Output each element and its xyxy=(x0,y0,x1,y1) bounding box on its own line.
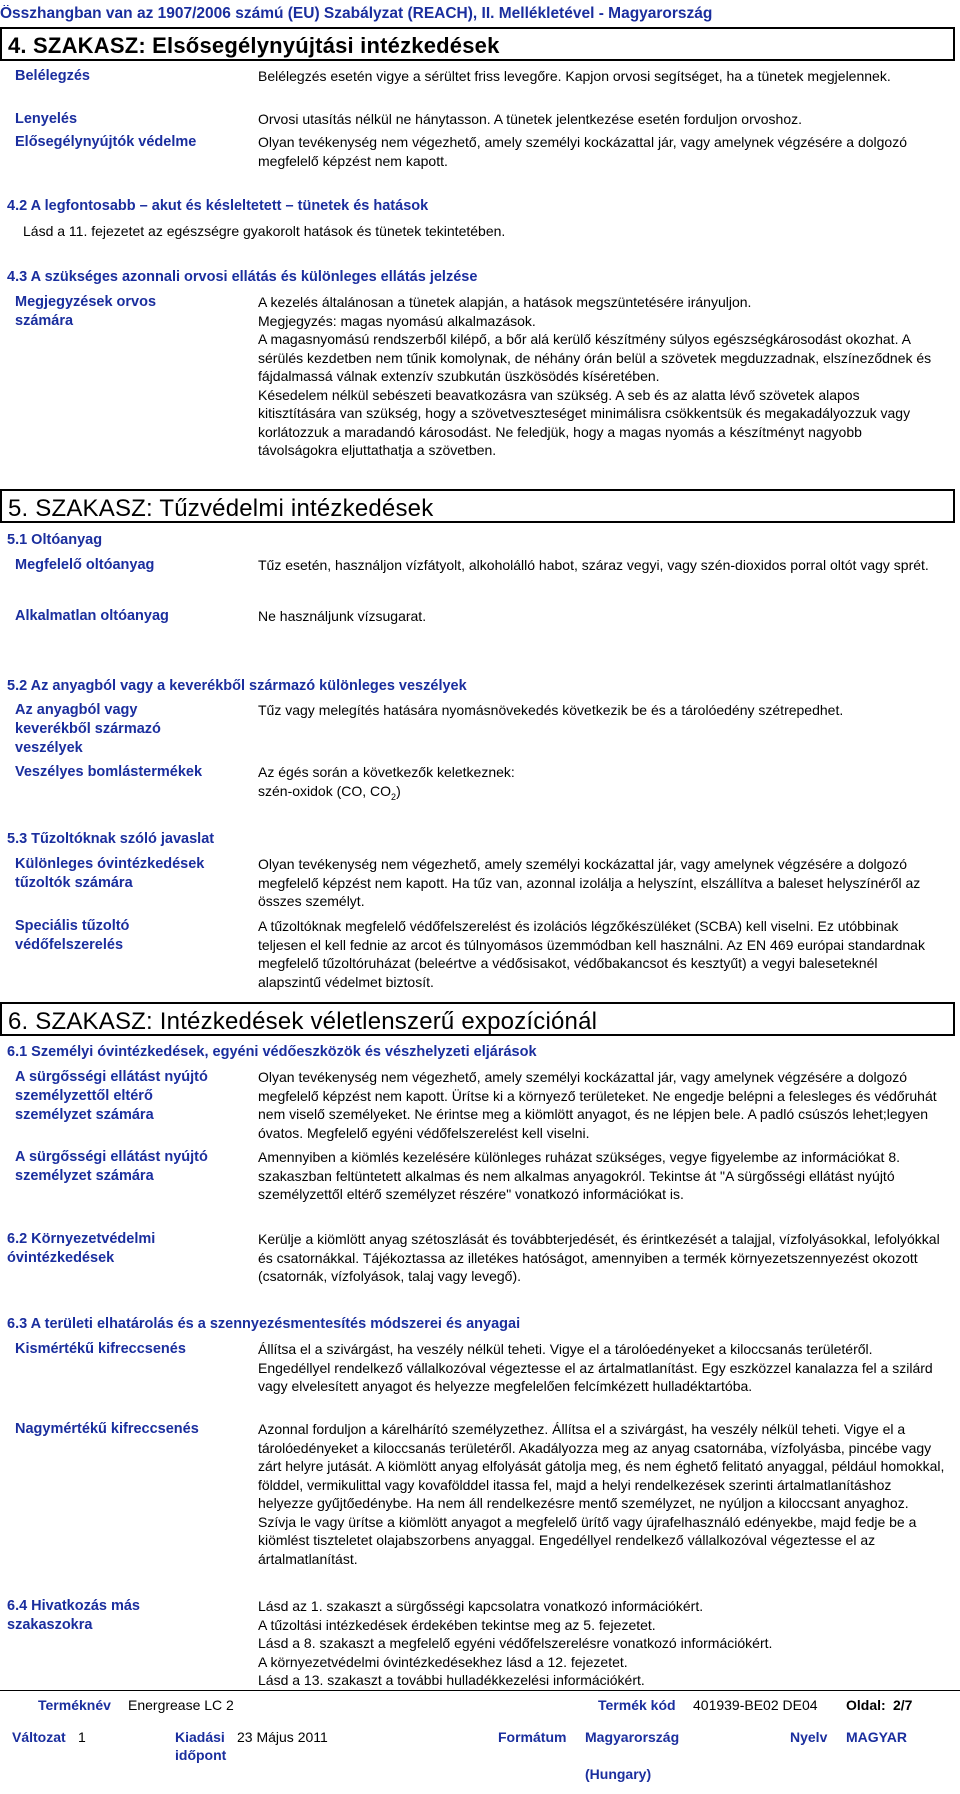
reference-line: Lásd a 13. szakaszt a további hulladékkezelési információkért. xyxy=(258,1672,645,1688)
version-label: Változat xyxy=(12,1729,66,1745)
environmental-precautions-text: Kerülje a kiömlött anyag szétoszlását és továbbterjedését, és érintkezését a talajjal, vízfolyásokkal, lefolyókkal és csatornákkal. Tájékoztassa az illetékes hatóságot, amennyiben a termék környezetszennyezést okozott (csatornák, vízfolyások, talaj vagy levegő). xyxy=(258,1231,940,1284)
issue-date-label-2: időpont xyxy=(175,1747,227,1763)
issue-date-label-1: Kiadási xyxy=(175,1729,225,1745)
environmental-precautions-label: 6.2 Környezetvédelmi óvintézkedések xyxy=(7,1231,156,1266)
decomposition-end: ) xyxy=(396,782,401,799)
references-label: 6.4 Hivatkozás más szakaszokra xyxy=(7,1598,140,1633)
unsuitable-media-label: Alkalmatlan oltóanyag xyxy=(15,608,169,624)
reference-line: A környezetvédelmi óvintézkedésekhez lásd a 12. fejezetet. xyxy=(258,1653,628,1670)
issue-date-value: 23 Május 2011 xyxy=(237,1729,328,1745)
section-6-title xyxy=(0,1002,955,1036)
decomposition-label: Veszélyes bomlástermékek xyxy=(15,764,203,780)
emergency-responders-text: Amennyiben a kiömlés kezelésére különleges ruházat szükséges, vegye figyelembe az információkat 8. szakaszban feltüntetett alkalmas és nem alkalmas anyagokról. Tekintse át "A sürgősségi ellátást nyújtó személyzettől eltérő személyzet részére" vonatkozó információkat is. xyxy=(258,1149,901,1202)
language-label: Nyelv xyxy=(790,1729,828,1745)
emergency-responders-label: A sürgősségi ellátást nyújtó személyzet számára xyxy=(15,1149,208,1184)
page-label: Oldal: xyxy=(846,1697,886,1713)
section-4-2-text: Lásd a 11. fejezetet az egészségre gyakorolt hatások és tünetek tekintetében. xyxy=(23,223,506,239)
decomposition-text xyxy=(258,763,938,806)
unsuitable-media-text: Ne használjunk vízsugarat. xyxy=(258,608,427,624)
section-5-heading: 5. SZAKASZ: Tűzvédelmi intézkedések xyxy=(8,495,434,522)
reference-line: A tűzoltási intézkedések érdekében tekintse meg az 5. fejezetet. xyxy=(258,1616,656,1633)
format-value-1: Magyarország xyxy=(585,1729,680,1745)
references-text xyxy=(258,1597,948,1690)
non-emergency-label: A sürgősségi ellátást nyújtó személyzettől eltérő személyzet számára xyxy=(15,1069,208,1123)
firefighter-precautions-text: Olyan tevékenység nem végezhető, amely személyi kockázattal jár, vagy amelynek végzésére a dolgozó megfelelő képzést nem kapott. Ha tűz van, azonnal izolálja a helyszínt, elszállítva a baleset helyszínéről az összes személyt. xyxy=(258,856,921,909)
section-5-2-title: 5.2 Az anyagból vagy a keverékből származó különleges veszélyek xyxy=(7,678,467,694)
ingestion-text: Orvosi utasítás nélkül ne hánytasson. A tünetek jelentkezése esetén forduljon orvoshoz. xyxy=(258,111,802,127)
inhalation-label: Belélegzés xyxy=(15,68,90,84)
section-4-2-title: 4.2 A legfontosabb – akut és késleltetett – tünetek és hatások xyxy=(7,198,429,214)
decomposition-line2 xyxy=(258,782,938,806)
note-p3: A magasnyomású rendszerből kilépő, a bőr alá kerülő készítmény súlyos egészségkárosodást okozhat. A sérülés kezdetben nem tűnik komolynak, de néhány órán belül a szövetek megduzzadnak, elszíneződnek és fájdalmassá válnak extenzív szubkután üszkösödés kíséretében. xyxy=(258,331,932,384)
suitable-media-label: Megfelelő oltóanyag xyxy=(15,557,155,573)
section-4-3-title: 4.3 A szükséges azonnali orvosi ellátás és különleges ellátás jelzése xyxy=(7,269,478,285)
section-5-title xyxy=(0,489,955,523)
product-name-value: Energrease LC 2 xyxy=(128,1697,234,1713)
section-6-1-title: 6.1 Személyi óvintézkedések, egyéni védőeszközök és vészhelyzeti eljárások xyxy=(7,1044,537,1060)
decomposition-formula: szén-oxidok (CO, CO xyxy=(258,782,392,799)
section-4-title xyxy=(0,27,955,61)
note-p4: Késedelem nélkül sebészeti beavatkozásra van szükség. A seb és az alatta lévő szövetek alapos kitisztítására van szükség, hogy a szövetveszteséget minimálisra csökkentsük és megakadályozzuk vagy korlátozzuk a maradandó károsodást. Ne feledjük, hogy a magas nyomás a készítményt nagyobb távolságokra eljuttathatja a szövetben. xyxy=(258,386,911,458)
page-number: 2/7 xyxy=(893,1697,913,1713)
section-6-heading: 6. SZAKASZ: Intézkedések véletlenszerű expozíciónál xyxy=(8,1008,598,1035)
language-value: MAGYAR xyxy=(846,1729,907,1745)
firefighter-equipment-text: A tűzoltóknak megfelelő védőfelszerelést és izolációs légzőkészüléket (SCBA) kell viselni. Ez utóbbinak teljesen el kell fednie az arcot és túlnyomásos üzemmódban kell használni. Az EN 469 európai standardnak megfelelő tűzoltóruházat (beleértve a védősisakot, védőbakancsot és kesztyűt) a vegyi baleseteknél alapszintű védelmet biztosít. xyxy=(258,918,925,990)
format-value-2: (Hungary) xyxy=(585,1766,652,1782)
product-code-label: Termék kód xyxy=(598,1697,676,1713)
specific-hazards-text: Tűz vagy melegítés hatására nyomásnövekedés következik be és a tárolóedény szétrepedhet. xyxy=(258,702,844,718)
firefighter-precautions-label: Különleges óvintézkedések tűzoltók számára xyxy=(15,856,205,891)
regulation-header: Összhangban van az 1907/2006 számú (EU) Szabályzat (REACH), II. Mellékletével - Magyarország xyxy=(0,5,713,22)
note-to-physician-text xyxy=(258,293,938,460)
footer-separator xyxy=(0,1690,960,1691)
ingestion-label: Lenyelés xyxy=(15,111,78,127)
specific-hazards-label: Az anyagból vagy keverékből származó veszélyek xyxy=(15,702,161,756)
large-spill-label: Nagymértékű kifreccsenés xyxy=(15,1421,199,1437)
note-p2: Megjegyzés: magas nyomású alkalmazások. xyxy=(258,312,536,329)
firefighter-equipment-label: Speciális tűzoltó védőfelszerelés xyxy=(15,918,130,953)
non-emergency-text: Olyan tevékenység nem végezhető, amely személyi kockázattal jár, vagy amelynek végzésére a dolgozó megfelelő képzést nem kapott. Ürítse ki a környező területeket. Ne engedje belépni a felesleges és védőruhát nem viselő személyeket. Ne érintse meg a kiömlött anyagot, és ne lépjen bele. A padló csúszós lehet;legyen óvatos. Megfelelő egyéni védőfelszerelést kell viselni. xyxy=(258,1069,937,1141)
reference-line: Lásd az 1. szakaszt a sürgősségi kapcsolatra vonatkozó információkért. xyxy=(258,1598,704,1614)
product-name-label: Terméknév xyxy=(38,1697,111,1713)
note-to-physician-label: Megjegyzések orvos számára xyxy=(15,294,157,329)
suitable-media-text: Tűz esetén, használjon vízfátyolt, alkoholálló habot, száraz vegyi, vagy szén-dioxidos porral oltót vagy sprét. xyxy=(258,557,929,573)
version-value: 1 xyxy=(78,1729,86,1745)
first-aider-protection-text: Olyan tevékenység nem végezhető, amely személyi kockázattal jár, vagy amelynek végzésére a dolgozó megfelelő képzést nem kapott. xyxy=(258,134,908,169)
small-spill-text: Állítsa el a szivárgást, ha veszély nélkül teheti. Vigye el a tárolóedényeket a kiloccsanás területéről. Engedéllyel rendelkező vállalkozóval végeztesse el az ártalmatlanítást. Egy eszközzel kanalazza fel a szilárd vagy elvelesített anyagot és helyezze megfelelően felcímkézett hulladéktartóba. xyxy=(258,1341,933,1394)
section-4-heading: 4. SZAKASZ: Elsősegélynyújtási intézkedések xyxy=(8,33,500,58)
decomposition-subscript: 2 xyxy=(391,791,397,802)
decomposition-line1: Az égés során a következők keletkeznek: xyxy=(258,764,515,780)
section-5-3-title: 5.3 Tűzoltóknak szóló javaslat xyxy=(7,831,215,847)
section-5-1-title: 5.1 Oltóanyag xyxy=(7,532,103,548)
inhalation-text: Belélegzés esetén vigye a sérültet friss levegőre. Kapjon orvosi segítséget, ha a tünetek megjelennek. xyxy=(258,68,891,84)
format-label: Formátum xyxy=(498,1729,567,1745)
product-code-value: 401939-BE02 DE04 xyxy=(693,1697,818,1713)
reference-line: Lásd a 8. szakaszt a megfelelő egyéni védőfelszerelésre vonatkozó információkért. xyxy=(258,1635,773,1651)
small-spill-label: Kismértékű kifreccsenés xyxy=(15,1341,186,1357)
large-spill-text: Azonnal forduljon a kárelhárító személyzethez. Állítsa el a szivárgást, ha veszély nélkül teheti. Vigye el a tárolóedényeket a kiloccsanás területéről. Akadályozza meg az anyag csatornába, vízfolyásba, pincébe vagy zárt helyre jutását. A kiömlött anyag elfolyását gátolja meg, és nem éghető felitató anyaggal, például homokkal, földdel, vermikulittal vagy kovafölddel itassa fel, majd a helyi rendelkezések szerinti ártalmatlanításhoz helyezze gyűjtőedénybe. Ha nem áll rendelkezésre mentő személyzet, ne nyúljon a kiloccsant anyaghoz. Szívja le vagy ürítse a kiömlött anyagot a megfelelő ürítő vagy újrafelhasználó edényekbe, majd fedje be a kiömlést tiszteletet olajabszorbens anyaggal. Engedéllyel rendelkező vállalkozóval végeztesse el az ártalmatlanítást. xyxy=(258,1421,945,1567)
note-p1: A kezelés általánosan a tünetek alapján, a hatások megszüntetésére irányuljon. xyxy=(258,294,752,310)
section-6-3-title: 6.3 A területi elhatárolás és a szennyezésmentesítés módszerei és anyagai xyxy=(7,1316,521,1332)
first-aider-protection-label: Elősegélynyújtók védelme xyxy=(15,134,197,150)
